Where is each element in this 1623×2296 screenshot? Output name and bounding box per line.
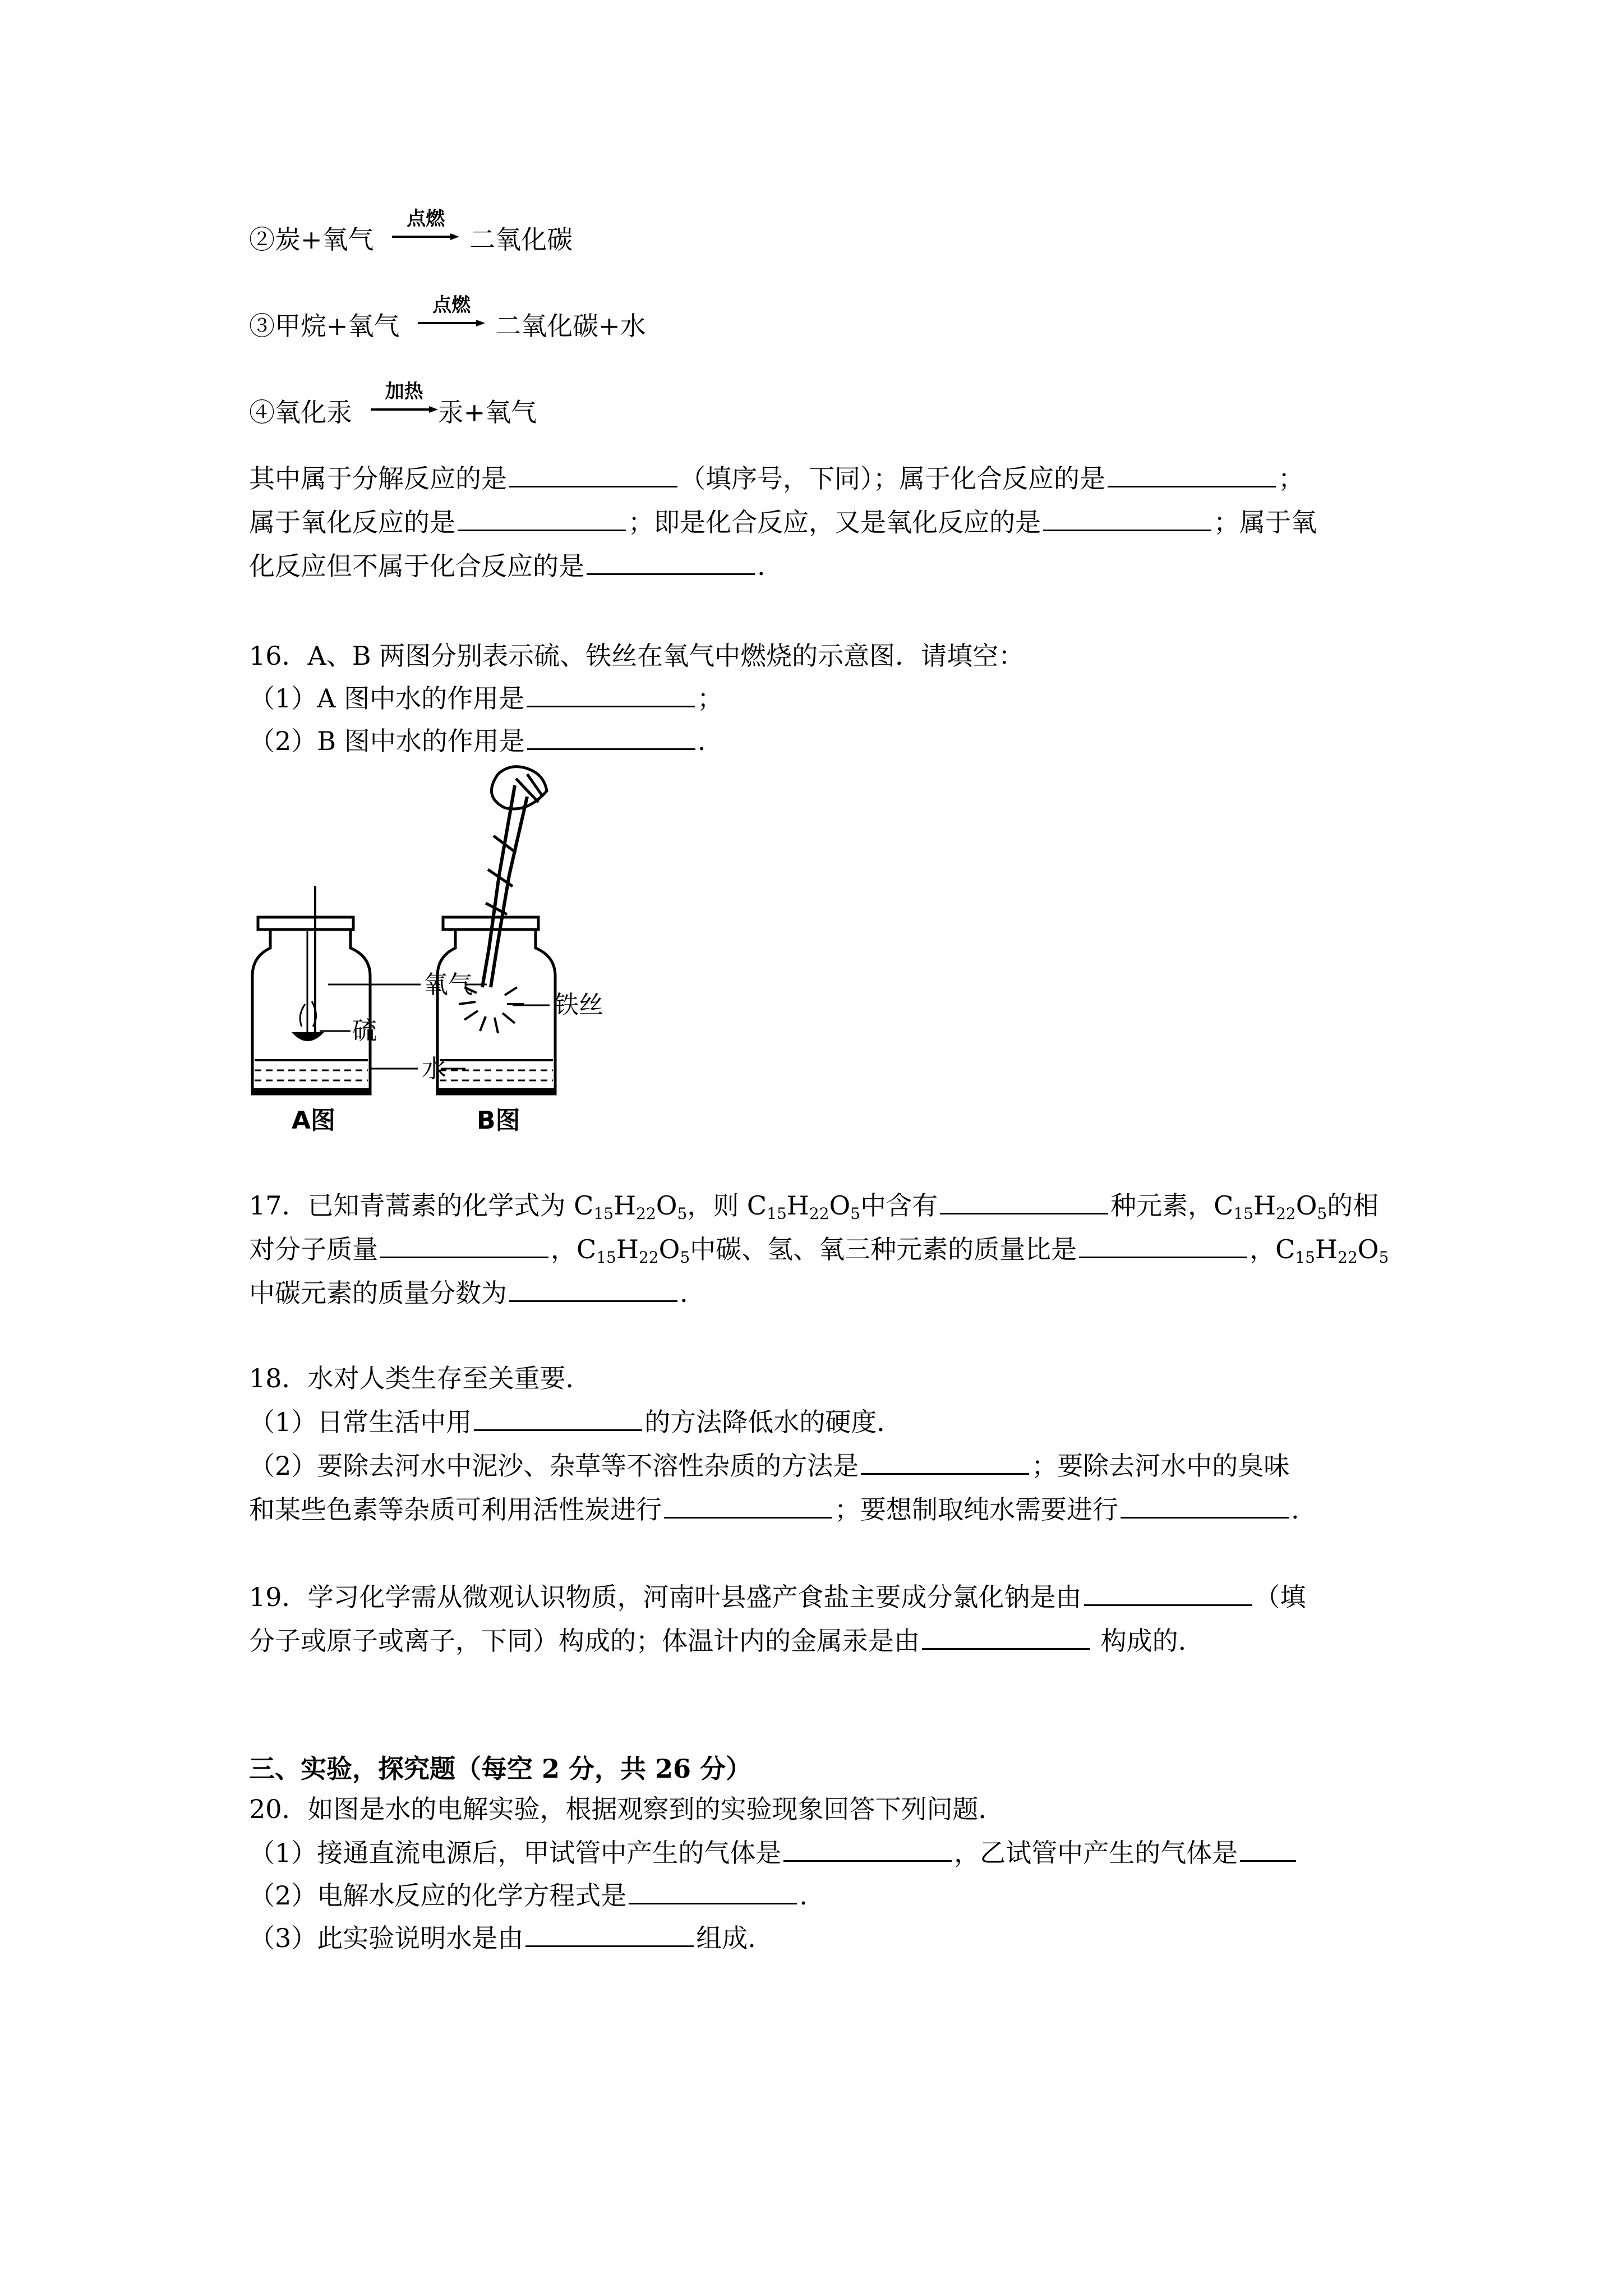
reactants: 炭+氧气 (275, 224, 374, 255)
arrow-icon (371, 404, 438, 415)
subscript: 22 (636, 1204, 656, 1223)
text: 中含有 (860, 1190, 938, 1221)
text: . (680, 1278, 688, 1308)
arrow-icon (392, 231, 459, 242)
reaction-number: ② (249, 224, 275, 255)
q20-part-1 (249, 1835, 1404, 1869)
answer-blank[interactable] (783, 1835, 952, 1862)
combustion-figure (236, 763, 740, 1144)
reaction-arrow (418, 294, 485, 342)
text: ；要想制取纯水需要进行 (834, 1494, 1118, 1525)
answer-blank[interactable] (940, 1188, 1108, 1214)
bottle-a (252, 886, 370, 1095)
answer-blank[interactable] (922, 1623, 1090, 1650)
q16-part-1 (249, 681, 1404, 715)
text: ；即是化合反应，又是氧化反应的是 (628, 507, 1041, 537)
text: 组成. (696, 1923, 756, 1953)
reactants: 甲烷+氧气 (275, 311, 400, 341)
bottle-b (437, 767, 555, 1095)
label-figure-b: B图 (477, 1106, 520, 1135)
reaction-condition: 点燃 (432, 294, 471, 316)
reaction-number: ④ (249, 397, 275, 427)
answer-blank[interactable] (1108, 461, 1276, 487)
text: 的相 (1327, 1190, 1379, 1221)
text: （3）此实验说明水是由 (249, 1923, 524, 1953)
text: ，则 C (687, 1190, 767, 1221)
text: 中碳、氢、氧三种元素的质量比是 (690, 1234, 1077, 1264)
text: ；属于氧 (1214, 507, 1317, 537)
reaction-arrow (392, 208, 459, 256)
text: ，C (1249, 1234, 1295, 1264)
q20-part-2 (249, 1878, 1404, 1912)
subscript: 15 (1233, 1204, 1253, 1223)
q19-line-1 (249, 1580, 1404, 1613)
products: 二氧化碳+水 (495, 311, 646, 341)
answer-blank[interactable] (587, 549, 755, 575)
text: O (829, 1190, 851, 1221)
reaction-arrow (371, 380, 438, 429)
label-oxygen: 氧气 (423, 970, 473, 999)
answer-blank[interactable] (525, 1921, 694, 1947)
answer-blank[interactable] (1043, 505, 1211, 531)
q20-part-3 (249, 1921, 1404, 1954)
text: H (616, 1234, 639, 1264)
answer-blank[interactable] (509, 1276, 677, 1302)
text: 17．已知青蒿素的化学式为 C (249, 1190, 594, 1221)
q16-part-2 (249, 724, 1404, 757)
text: . (757, 551, 766, 581)
text: 属于氧化反应的是 (249, 507, 455, 537)
text: （1）A 图中水的作用是 (249, 683, 525, 714)
answer-blank[interactable] (458, 505, 626, 531)
text: . (1291, 1494, 1299, 1525)
q18-stem: 18．水对人类生存至关重要． (249, 1363, 592, 1393)
reaction-4 (249, 380, 1404, 429)
answer-blank[interactable] (1084, 1580, 1252, 1606)
text: 中碳元素的质量分数为 (249, 1278, 507, 1308)
subscript: 15 (593, 1204, 614, 1223)
label-iron-wire: 铁丝 (554, 991, 603, 1019)
text: 分子或原子或离子，下同）构成的；体温计内的金属汞是由 (249, 1626, 920, 1656)
text: 19．学习化学需从微观认识物质，河南叶县盛产食盐主要成分氯化钠是由 (249, 1582, 1082, 1612)
q18-part-1 (249, 1405, 1404, 1438)
text: H (1253, 1190, 1276, 1221)
text: ；要除去河水中的臭味 (1031, 1451, 1290, 1481)
answer-blank[interactable] (1079, 1232, 1247, 1258)
subscript: 5 (850, 1204, 861, 1223)
text: 其中属于分解反应的是 (249, 463, 507, 494)
text: （填 (1254, 1582, 1306, 1612)
text: （2）B 图中水的作用是 (249, 726, 525, 756)
arrow-icon (418, 318, 485, 329)
subscript: 22 (809, 1204, 829, 1223)
text: ； (1278, 463, 1304, 494)
answer-blank[interactable] (474, 1405, 642, 1431)
subscript: 5 (677, 1204, 688, 1223)
text: （填序号，下同）；属于化合反应的是 (680, 463, 1105, 494)
subscript: 5 (1317, 1204, 1327, 1223)
label-water: 水 (422, 1055, 446, 1083)
text: O (1295, 1190, 1317, 1221)
text: O (656, 1190, 677, 1221)
subscript: 5 (1378, 1248, 1389, 1267)
products: 汞+氧气 (437, 397, 537, 427)
subscript: 22 (638, 1248, 659, 1267)
text: ，C (551, 1234, 597, 1264)
q18-part-2 (249, 1448, 1404, 1482)
answer-blank[interactable] (527, 724, 695, 750)
reaction-condition: 点燃 (407, 208, 445, 230)
answer-blank[interactable] (527, 681, 695, 707)
q17-line-2 (249, 1232, 1404, 1266)
text: （2）电解水反应的化学方程式是 (249, 1880, 627, 1911)
label-figure-a: A图 (292, 1106, 336, 1135)
q15-line-1 (249, 461, 1404, 495)
q15-line-3 (249, 549, 1404, 582)
text: （1）接通直流电源后，甲试管中产生的气体是 (249, 1838, 782, 1868)
text: 对分子质量 (249, 1234, 378, 1264)
answer-blank[interactable] (664, 1492, 832, 1519)
answer-blank[interactable] (1121, 1492, 1289, 1519)
q17-line-1 (249, 1188, 1404, 1222)
text: （1）日常生活中用 (249, 1407, 472, 1437)
reaction-condition: 加热 (385, 380, 423, 403)
text: O (1357, 1234, 1379, 1264)
text: ，乙试管中产生的气体是 (954, 1838, 1238, 1868)
text: 的方法降低水的硬度． (644, 1407, 903, 1437)
reaction-number: ③ (249, 311, 275, 341)
answer-blank[interactable] (509, 461, 677, 487)
answer-blank[interactable] (1240, 1835, 1296, 1862)
subscript: 15 (596, 1248, 616, 1267)
text: 和某些色素等杂质可利用活性炭进行 (249, 1494, 662, 1525)
subscript: 22 (1276, 1204, 1296, 1223)
q20-stem: 20．如图是水的电解实验，根据观察到的实验现象回答下列问题． (249, 1794, 1004, 1824)
text: H (786, 1190, 809, 1221)
subscript: 15 (767, 1204, 787, 1223)
text: . (799, 1880, 808, 1911)
answer-blank[interactable] (629, 1878, 797, 1904)
products: 二氧化碳 (469, 224, 573, 255)
subscript: 5 (680, 1248, 690, 1267)
answer-blank[interactable] (861, 1448, 1029, 1475)
answer-blank[interactable] (380, 1232, 548, 1258)
text: 化反应但不属于化合反应的是 (249, 551, 584, 581)
subscript: 22 (1338, 1248, 1358, 1267)
subscript: 15 (1295, 1248, 1315, 1267)
reaction-3 (249, 294, 1404, 342)
text: 构成的. (1092, 1626, 1187, 1656)
text: O (658, 1234, 680, 1264)
q17-line-3 (249, 1276, 1404, 1309)
label-sulfur: 硫 (352, 1016, 377, 1045)
reactants: 氧化汞 (275, 397, 352, 427)
text: H (1315, 1234, 1338, 1264)
text: . (697, 726, 706, 756)
text: ； (697, 683, 723, 714)
q19-line-2 (249, 1623, 1404, 1657)
text: H (614, 1190, 637, 1221)
q16-stem: 16．A、B 两图分别表示硫、铁丝在氧气中燃烧的示意图．请填空： (249, 641, 1025, 671)
q15-line-2 (249, 505, 1404, 539)
text: 种元素，C (1110, 1190, 1234, 1221)
reaction-2 (249, 208, 1404, 256)
text: （2）要除去河水中泥沙、杂草等不溶性杂质的方法是 (249, 1451, 859, 1481)
section-3-heading: 三、实验，探究题（每空 2 分，共 26 分） (249, 1754, 752, 1784)
q18-part-3 (249, 1492, 1404, 1526)
